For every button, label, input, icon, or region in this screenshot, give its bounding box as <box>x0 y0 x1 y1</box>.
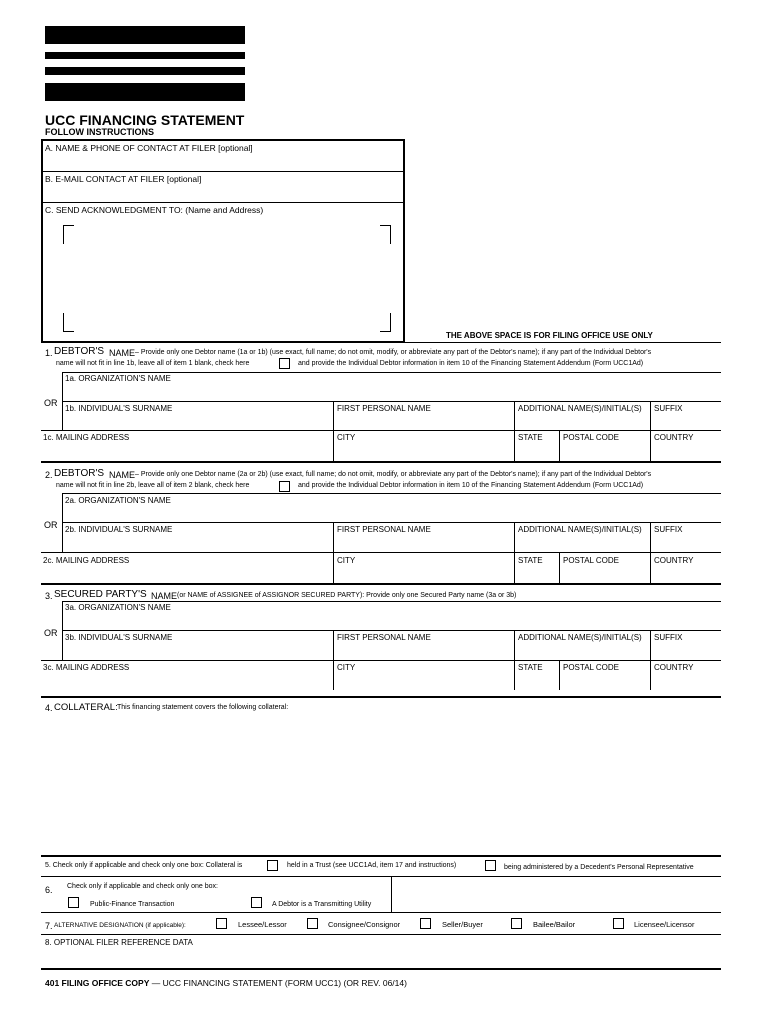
s7-lessee-label: Lessee/Lessor <box>238 920 287 929</box>
divider <box>62 601 721 602</box>
s7-licensee-label: Licensee/Licensor <box>634 920 695 929</box>
barcode-bar-4 <box>45 83 245 101</box>
s6-public-finance-label: Public-Finance Transaction <box>90 901 175 908</box>
s3-num: 3. <box>45 591 53 601</box>
s1-num: 1. <box>45 348 53 358</box>
divider <box>62 401 721 402</box>
s3-city-field[interactable]: CITY <box>337 663 356 672</box>
s1-first-name-field[interactable]: FIRST PERSONAL NAME <box>337 404 431 413</box>
s7-bailee-label: Bailee/Bailor <box>533 920 576 929</box>
divider <box>62 630 721 631</box>
follow-instructions: FOLLOW INSTRUCTIONS <box>45 127 154 137</box>
divider <box>559 660 560 690</box>
s3-first-name-field[interactable]: FIRST PERSONAL NAME <box>337 633 431 642</box>
s1-title2: NAME <box>109 348 136 358</box>
s3-title2: NAME <box>151 591 178 601</box>
s1-postal-code-field[interactable]: POSTAL CODE <box>563 433 620 442</box>
s8-optional-reference-field[interactable]: 8. OPTIONAL FILER REFERENCE DATA <box>45 938 193 947</box>
divider <box>514 401 515 461</box>
s2-title: DEBTOR'S <box>54 468 105 479</box>
collateral-area[interactable] <box>41 714 721 854</box>
footer-rest: — UCC FINANCING STATEMENT (FORM UCC1) (OR REV. 06/14) <box>151 978 407 988</box>
corner-mark-bl <box>63 313 74 332</box>
s2-surname-field[interactable]: 2b. INDIVIDUAL'S SURNAME <box>65 525 173 534</box>
form-title: UCC FINANCING STATEMENT <box>45 112 245 128</box>
divider <box>559 430 560 461</box>
s3-suffix-field[interactable]: SUFFIX <box>654 633 683 642</box>
s6-public-finance-checkbox[interactable] <box>68 897 79 908</box>
s1-org-name-field[interactable]: 1a. ORGANIZATION'S NAME <box>65 374 171 383</box>
send-acknowledgment-field[interactable]: C. SEND ACKNOWLEDGMENT TO: (Name and Address) <box>45 205 264 215</box>
s2-instructions-1: – Provide only one Debtor name (2a or 2b) (use exact, full name; do not omit, modify, or abbreviate any part of the Debtor's name); if any part of the Individual Debtor's <box>135 471 652 478</box>
s1-instructions-1: – Provide only one Debtor name (1a or 1b) (use exact, full name; do not omit, modify, or abbreviate any part of the Debtor's name); if any part of the Individual Debtor's <box>135 349 652 356</box>
divider <box>62 522 721 523</box>
filing-office-label: THE ABOVE SPACE IS FOR FILING OFFICE USE ONLY <box>446 331 653 340</box>
s2-org-name-field[interactable]: 2a. ORGANIZATION'S NAME <box>65 496 171 505</box>
s4-num: 4. <box>45 703 53 713</box>
s3-surname-field[interactable]: 3b. INDIVIDUAL'S SURNAME <box>65 633 173 642</box>
s4-instructions: This financing statement covers the following collateral: <box>117 704 289 711</box>
s2-state-field[interactable]: STATE <box>518 556 543 565</box>
footer-text <box>45 979 407 988</box>
s2-suffix-field[interactable]: SUFFIX <box>654 525 683 534</box>
s2-title2: NAME <box>109 470 136 480</box>
s3-state-field[interactable]: STATE <box>518 663 543 672</box>
s7-consignee-label: Consignee/Consignor <box>328 920 401 929</box>
s7-seller-label: Seller/Buyer <box>442 920 483 929</box>
divider <box>650 660 651 690</box>
divider <box>333 401 334 461</box>
divider <box>650 552 651 583</box>
contact-box <box>41 139 405 343</box>
corner-mark-br <box>380 313 391 332</box>
s5-label: 5. Check only if applicable and check only one box: Collateral is <box>45 862 243 869</box>
section-divider <box>41 583 721 585</box>
barcode-bar-3 <box>45 67 245 75</box>
s7-bailee-checkbox[interactable] <box>511 918 522 929</box>
s3-postal-code-field[interactable]: POSTAL CODE <box>563 663 620 672</box>
s2-num: 2. <box>45 470 53 480</box>
s1-country-field[interactable]: COUNTRY <box>654 433 694 442</box>
s3-org-name-field[interactable]: 3a. ORGANIZATION'S NAME <box>65 603 171 612</box>
barcode-bar-2 <box>45 52 245 59</box>
s1-state-field[interactable]: STATE <box>518 433 543 442</box>
s5-decedent-label: being administered by a Decedent's Personal Representative <box>504 864 694 871</box>
divider <box>650 430 651 461</box>
s2-mailing-address-field[interactable]: 2c. MAILING ADDRESS <box>43 556 130 565</box>
s2-first-name-field[interactable]: FIRST PERSONAL NAME <box>337 525 431 534</box>
divider <box>650 401 651 430</box>
s1-instructions-2b: and provide the Individual Debtor information in item 10 of the Financing Statement Addendum (Form UCC1Ad) <box>298 360 644 367</box>
top-divider <box>41 342 721 343</box>
s3-instructions-1: (or NAME of ASSIGNEE of ASSIGNOR SECURED PARTY): Provide only one Secured Party name (3a or 3b) <box>177 592 517 599</box>
s2-or: OR <box>44 520 58 530</box>
divider <box>62 493 721 494</box>
s2-additional-name-field[interactable]: ADDITIONAL NAME(S)/INITIAL(S) <box>518 525 642 534</box>
divider <box>43 202 403 203</box>
divider <box>62 372 721 373</box>
s7-seller-checkbox[interactable] <box>420 918 431 929</box>
s2-instructions-2b: and provide the Individual Debtor information in item 10 of the Financing Statement Addendum (Form UCC1Ad) <box>298 482 644 489</box>
divider <box>41 934 721 935</box>
divider <box>41 552 721 553</box>
s6-transmitting-utility-label: A Debtor is a Transmitting Utility <box>272 901 372 908</box>
s1-mailing-address-field[interactable]: 1c. MAILING ADDRESS <box>43 433 130 442</box>
s1-additional-name-field[interactable]: ADDITIONAL NAME(S)/INITIAL(S) <box>518 404 642 413</box>
s3-mailing-address-field[interactable]: 3c. MAILING ADDRESS <box>43 663 130 672</box>
s1-title: DEBTOR'S <box>54 346 105 357</box>
divider <box>391 876 392 912</box>
s1-instructions-2a: name will not fit in line 1b, leave all of item 1 blank, check here <box>56 360 250 367</box>
s7-num: 7. <box>45 921 53 931</box>
s2-postal-code-field[interactable]: POSTAL CODE <box>563 556 620 565</box>
s6-transmitting-utility-checkbox[interactable] <box>251 897 262 908</box>
s3-country-field[interactable]: COUNTRY <box>654 663 694 672</box>
corner-mark-tr <box>380 225 391 244</box>
s7-lessee-checkbox[interactable] <box>216 918 227 929</box>
s2-country-field[interactable]: COUNTRY <box>654 556 694 565</box>
footer-divider <box>41 968 721 970</box>
s5-decedent-checkbox[interactable] <box>485 860 496 871</box>
s6-num: 6. <box>45 885 53 895</box>
section-divider <box>41 855 721 857</box>
corner-mark-tl <box>63 225 74 244</box>
s4-title: COLLATERAL: <box>54 702 118 713</box>
section-divider <box>41 461 721 463</box>
email-contact-field[interactable]: B. E-MAIL CONTACT AT FILER [optional] <box>45 174 202 184</box>
s7-label: ALTERNATIVE DESIGNATION (if applicable): <box>54 922 186 929</box>
s2-instructions-2a: name will not fit in line 2b, leave all of item 2 blank, check here <box>56 482 250 489</box>
divider <box>41 912 721 913</box>
s5-trust-checkbox[interactable] <box>267 860 278 871</box>
s6-label: Check only if applicable and check only one box: <box>67 883 218 890</box>
s1-individual-checkbox[interactable] <box>279 358 290 369</box>
divider <box>559 552 560 583</box>
s3-additional-name-field[interactable]: ADDITIONAL NAME(S)/INITIAL(S) <box>518 633 642 642</box>
divider <box>41 660 721 661</box>
s1-city-field[interactable]: CITY <box>337 433 356 442</box>
barcode-bar-1 <box>45 26 245 44</box>
divider <box>41 430 721 431</box>
divider <box>650 522 651 552</box>
s1-surname-field[interactable]: 1b. INDIVIDUAL'S SURNAME <box>65 404 173 413</box>
s1-suffix-field[interactable]: SUFFIX <box>654 404 683 413</box>
s3-title: SECURED PARTY'S <box>54 589 147 600</box>
s2-city-field[interactable]: CITY <box>337 556 356 565</box>
s5-trust-label: held in a Trust (see UCC1Ad, item 17 and instructions) <box>287 862 457 869</box>
divider <box>43 171 403 172</box>
footer-bold: 401 FILING OFFICE COPY <box>45 978 150 988</box>
s2-individual-checkbox[interactable] <box>279 481 290 492</box>
contact-name-field[interactable]: A. NAME & PHONE OF CONTACT AT FILER [optional] <box>45 143 253 153</box>
s1-or: OR <box>44 398 58 408</box>
divider <box>650 630 651 660</box>
divider <box>41 876 721 877</box>
s3-or: OR <box>44 628 58 638</box>
section-divider <box>41 696 721 698</box>
s7-licensee-checkbox[interactable] <box>613 918 624 929</box>
s7-consignee-checkbox[interactable] <box>307 918 318 929</box>
